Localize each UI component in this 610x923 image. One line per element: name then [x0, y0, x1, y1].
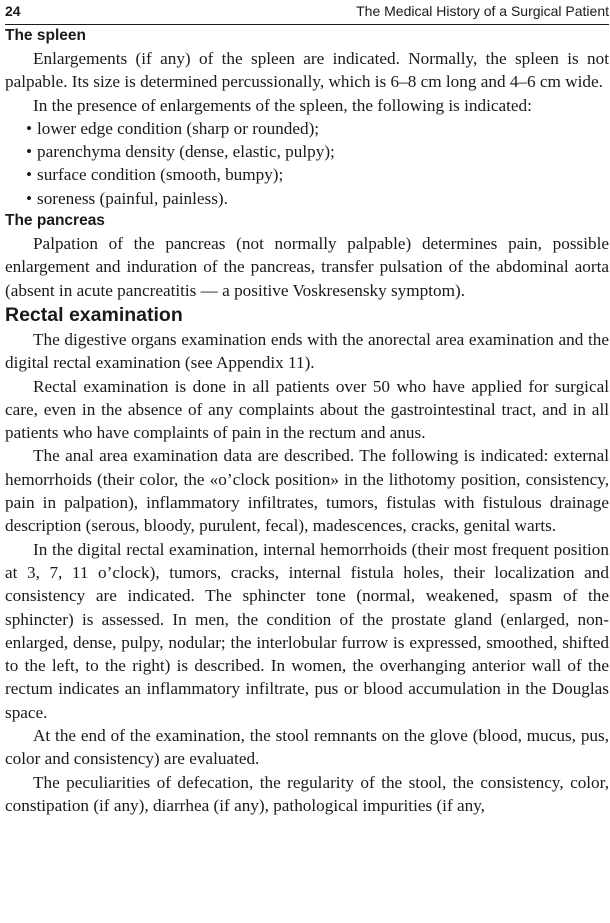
paragraph: In the digital rectal examination, internal hemorrhoids (their most frequent position at 3, 7, 11 o’clock), tumors, cracks, internal fistula holes, their localization and consistency are indicated. The sphincter tone (normal, weakened, spasm of the sphincter) is assessed. In men, the condition of the prostate gland (enlarged, non-enlarged, dense, pulpy, nodular; the interlobular furrow is expressed, smoothed, shifted to the left, to the right) is described. In women, the overhanging anterior wall of the rectum indicates an inflammatory infiltrate, pus or blood accumulation in the Douglas space. — [5, 539, 609, 722]
bullet-list-spleen — [5, 117, 609, 210]
section-title-pancreas: The pancreas — [5, 212, 105, 230]
paragraph: At the end of the examination, the stool remnants on the glove (blood, mucus, pus, color and consistency) are evaluated. — [5, 726, 609, 769]
page-number: 24 — [5, 3, 21, 19]
list-item: • surface condition (smooth, bumpy); — [37, 163, 609, 186]
section-title-spleen: The spleen — [5, 27, 86, 44]
paragraph: The digestive organs examination ends with the anorectal area examination and the digital rectal examination (see Appendix 11). — [5, 329, 609, 373]
section-title-rectal-examination: Rectal examination — [5, 303, 183, 326]
list-item: • lower edge condition (sharp or rounded); — [37, 117, 609, 140]
paragraph: Enlargements (if any) of the spleen are indicated. Normally, the spleen is not palpable. Its size is determined percussionally, which is 6–8 cm long and 4–6 cm wide. — [5, 49, 609, 92]
document-page — [5, 0, 609, 817]
running-header — [5, 0, 609, 25]
paragraph: Rectal examination is done in all patients over 50 who have applied for surgical care, even in the absence of any complaints about the gastrointestinal tract, and in all patients who have complaints of pain in the rectum and anus. — [5, 376, 609, 443]
running-title: The Medical History of a Surgical Patient — [356, 3, 609, 19]
paragraph: The anal area examination data are described. The following is indicated: external hemorrhoids (their color, the «o’clock position» in the lithotomy position, consistency, pain in palpation), inflammatory infiltrates, tumors, fistulas with fistulous drainage description (serous, bloody, purulent, fecal), madescences, cracks, genital warts. — [5, 446, 609, 536]
list-item: • parenchyma density (dense, elastic, pulpy); — [37, 140, 609, 163]
paragraph: The peculiarities of defecation, the regularity of the stool, the consistency, color, constipation (if any), diarrhea (if any), pathological impurities (if any, — [5, 772, 609, 815]
paragraph: Palpation of the pancreas (not normally palpable) determines pain, possible enlargement and induration of the pancreas, transfer pulsation of the abdominal aorta (absent in acute pancreatitis — a positive Voskresensky symptom). — [5, 234, 609, 300]
paragraph: In the presence of enlargements of the spleen, the following is indicated: — [33, 95, 532, 115]
page-content — [5, 25, 609, 817]
list-item: • soreness (painful, painless). — [37, 187, 609, 210]
